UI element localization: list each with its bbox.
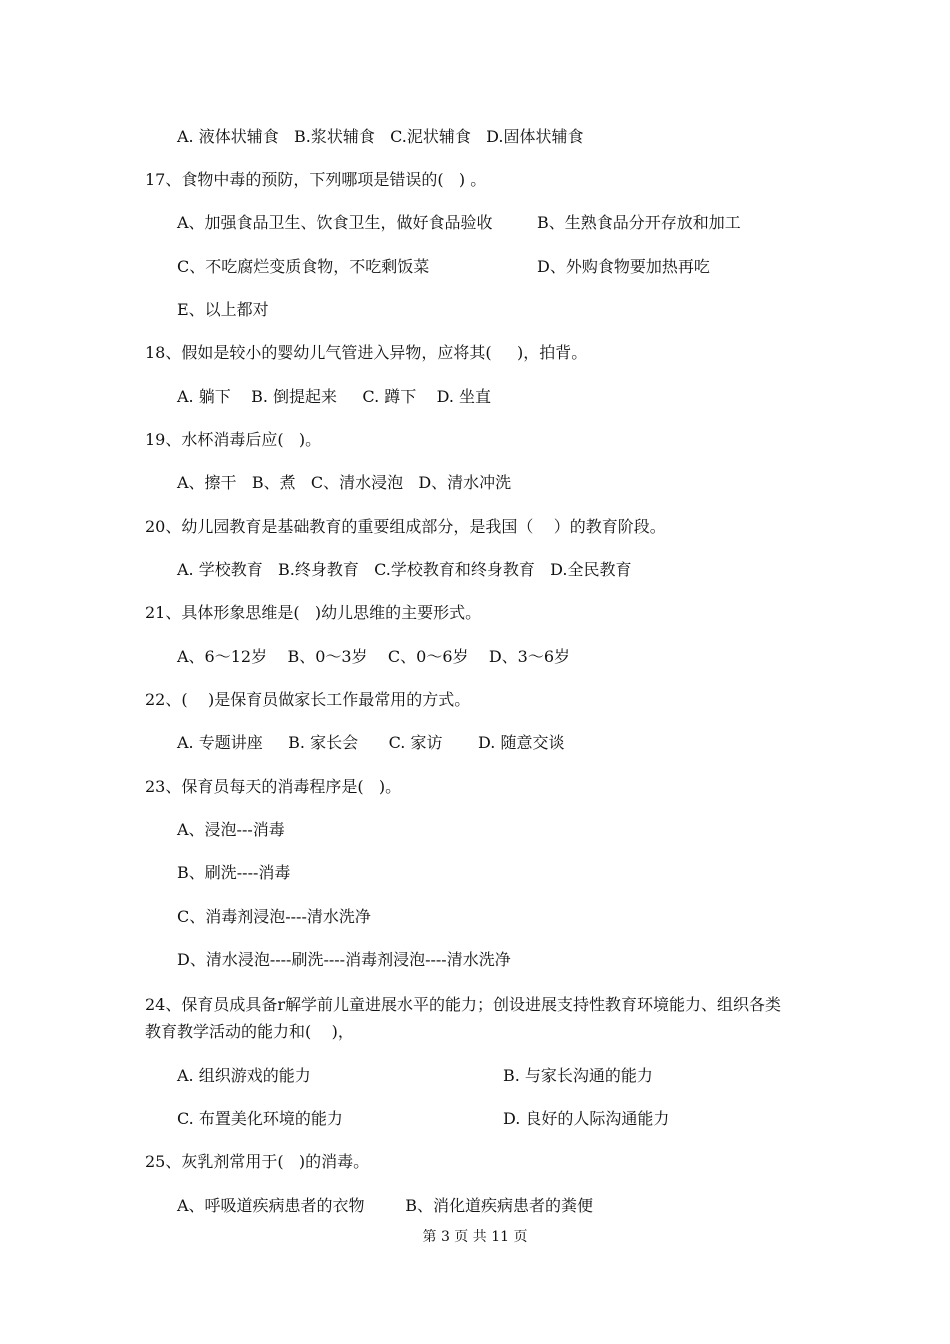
q17-option-c: C、不吃腐烂变质食物，不吃剩饭菜 [177,257,430,276]
question-20: 20、幼儿园教育是基础教育的重要组成部分，是我国（ ）的教育阶段。 [145,517,666,536]
q24-option-d: D. 良好的人际沟通能力 [503,1109,670,1128]
q17-option-a: A、加强食品卫生、饮食卫生，做好食品验收 [177,213,493,232]
question-25: 25、灰乳剂常用于( )的消毒。 [145,1152,370,1171]
q19-options: A、擦干 B、煮 C、清水浸泡 D、清水冲洗 [177,473,512,492]
question-19: 19、水杯消毒后应( )。 [145,430,322,449]
question-24-line-2: 教育教学活动的能力和( )， [145,1022,354,1041]
question-24-line-1: 24、保育员成具备r解学前儿童进展水平的能力；创设进展支持性教育环境能力、组织各类 [145,995,782,1014]
q17-option-d: D、外购食物要加热再吃 [537,257,710,276]
question-21: 21、具体形象思维是( )幼儿思维的主要形式。 [145,603,482,622]
q23-option-d: D、清水浸泡----刷洗----消毒剂浸泡----清水洗净 [177,950,511,969]
q17-option-e: E、以上都对 [177,300,269,319]
q23-option-a: A、浸泡---消毒 [177,820,285,839]
page-footer: 第 3 页 共 11 页 [422,1229,528,1245]
q22-options: A. 专题讲座 B. 家长会 C. 家访 D. 随意交谈 [177,733,565,752]
question-22: 22、( )是保育员做家长工作最常用的方式。 [145,690,471,709]
q20-options: A. 学校教育 B.终身教育 C.学校教育和终身教育 D.全民教育 [177,560,632,579]
q25-options: A、呼吸道疾病患者的衣物 B、消化道疾病患者的粪便 [177,1196,594,1215]
q23-option-b: B、刷洗----消毒 [177,863,291,882]
q24-option-b: B. 与家长沟通的能力 [503,1066,653,1085]
question-17: 17、食物中毒的预防，下列哪项是错误的( ) 。 [145,170,487,189]
q17-option-b: B、生熟食品分开存放和加工 [537,213,741,232]
q24-option-a: A. 组织游戏的能力 [177,1066,311,1085]
q24-option-c: C. 布置美化环境的能力 [177,1109,343,1128]
q23-option-c: C、消毒剂浸泡----清水洗净 [177,907,371,926]
q16-options: A. 液体状辅食 B.浆状辅食 C.泥状辅食 D.固体状辅食 [177,127,584,146]
question-23: 23、保育员每天的消毒程序是( )。 [145,777,402,796]
question-18: 18、假如是较小的婴幼儿气管进入异物，应将其( )，拍背。 [145,343,588,362]
q21-options: A、6～12岁 B、0～3岁 C、0～6岁 D、3～6岁 [177,647,571,666]
q18-options: A. 躺下 B. 倒提起来 C. 蹲下 D. 坐直 [177,387,492,406]
